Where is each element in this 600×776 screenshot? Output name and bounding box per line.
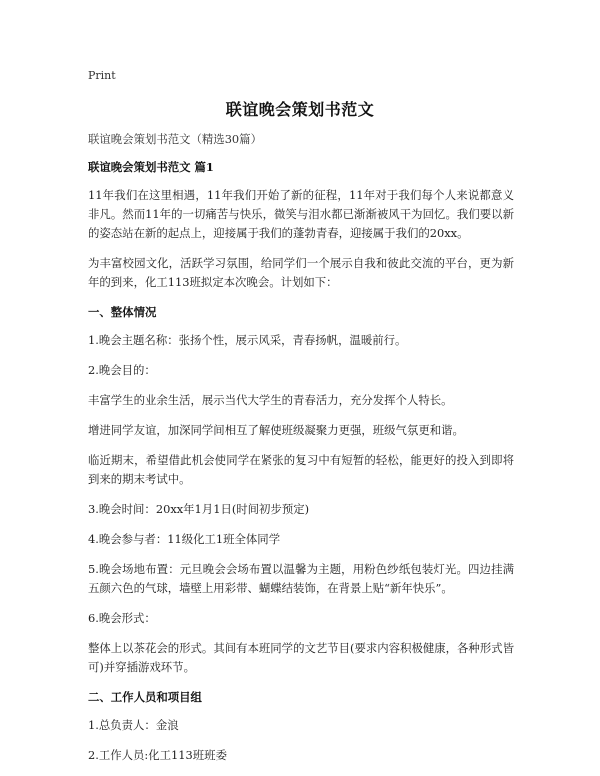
- list-item: 整体上以茶花会的形式。其间有本班同学的文艺节目(要求内容积极健康，各种形式皆可)并穿插游戏环节。: [88, 641, 514, 674]
- list-item: 1.晚会主题名称：张扬个性，展示风采，青春扬帆，温暖前行。: [88, 333, 407, 347]
- list-item: 4.晚会参与者：11级化工1班全体同学: [88, 532, 281, 546]
- list-item: 增进同学友谊，加深同学间相互了解使班级凝聚力更强，班级气氛更和谐。: [88, 423, 464, 437]
- list-item: 5.晚会场地布置：元旦晚会会场布置以温馨为主题，用粉色纱纸包装灯光。四边挂满五颜六色的气球，墙壁上用彩带、蝴蝶结装饰，在背景上贴“新年快乐”。: [88, 562, 514, 595]
- document-subtitle: 联谊晚会策划书范文（精选30篇）: [88, 132, 262, 146]
- list-item: 丰富学生的业余生活，展示当代大学生的青春活力，充分发挥个人特长。: [88, 393, 453, 407]
- paragraph-plan: 为丰富校园文化，活跃学习氛围，给同学们一个展示自我和彼此交流的平台，更为新年的到来，化工113班拟定本次晚会。计划如下：: [88, 256, 514, 289]
- list-item: 临近期末，希望借此机会使同学在紧张的复习中有短暂的轻松，能更好的投入到即将到来的期末考试中。: [88, 453, 514, 486]
- list-item: 3.晚会时间：20xx年1月1日(时间初步预定): [88, 502, 310, 516]
- list-item: 2.工作人员:化工113班班委: [88, 748, 227, 762]
- document-title: 联谊晚会策划书范文: [225, 100, 375, 119]
- list-item: 2.晚会目的：: [88, 363, 156, 377]
- document-body: [88, 130, 514, 776]
- paragraph-intro: 11年我们在这里相遇，11年我们开始了新的征程，11年对于我们每个人来说都意义非凡。然而11年的一切痛苦与快乐，微笑与泪水都已渐渐被风干为回忆。我们要以新的姿态站在新的起点上，迎接属于我们的蓬勃青春，迎接属于我们的20xx。: [88, 188, 514, 240]
- part2-heading: 二、工作人员和项目组: [88, 690, 202, 704]
- section-title: 联谊晚会策划书范文 篇1: [88, 160, 214, 174]
- print-link[interactable]: Print: [88, 69, 116, 82]
- list-item: 1.总负责人：金浪: [88, 718, 179, 732]
- list-item: 6.晚会形式：: [88, 611, 156, 625]
- part1-heading: 一、整体情况: [88, 305, 157, 319]
